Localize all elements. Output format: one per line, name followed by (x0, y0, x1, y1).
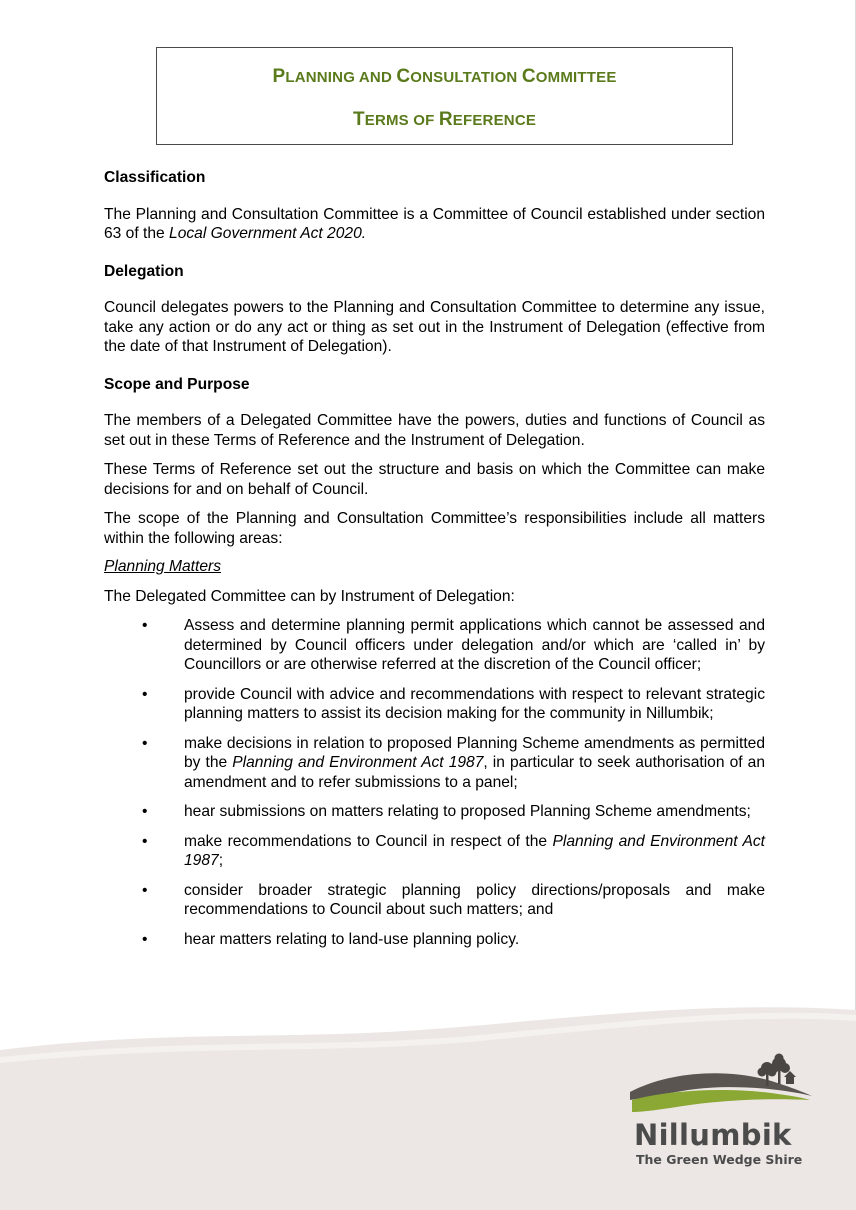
bullet-icon: • (142, 617, 148, 634)
scope-paragraph-2: These Terms of Reference set out the structure and basis on which the Committee can make decisions for and on behalf of Council. (104, 461, 765, 498)
heading-delegation: Delegation (104, 262, 184, 280)
classification-text: The Planning and Consultation Committee is a Committee of Council established under section 63 of the Local Government Act 2020. (104, 205, 765, 242)
hills-and-trees-icon (628, 1050, 818, 1120)
title-box (156, 47, 733, 145)
subheading-planning-matters: Planning Matters (104, 558, 222, 575)
bullet-icon: • (142, 685, 148, 703)
logo-tagline: The Green Wedge Shire (636, 1152, 803, 1167)
document-body (104, 168, 765, 949)
list-item: • Assess and determine planning permit applications which cannot be assessed and determined by Council officers under delegation and/or which are ‘called in’ by Councillors or are otherwise referred at the discretion of the Council officer; (142, 617, 765, 673)
delegation-text: Council delegates powers to the Planning and Consultation Committee to determine any issue, take any action or do any act or thing as set out in the Instrument of Delegation (effective from the date of that Instrument of Delegation). (104, 299, 765, 355)
heading-classification: Classification (104, 169, 206, 186)
nillumbik-logo (628, 1050, 818, 1170)
list-item: • make recommendations to Council in respect of the Planning and Environment Act 1987; (142, 832, 765, 869)
heading-scope: Scope and Purpose (104, 375, 250, 393)
list-item: • hear submissions on matters relating to proposed Planning Scheme amendments; (142, 803, 751, 820)
list-item: • provide Council with advice and recommendations with respect to relevant strategic planning matters to assist its decision making for the community in Nillumbik; (142, 685, 765, 722)
document-title: PLANNING AND CONSULTATION COMMITTEE (272, 66, 617, 87)
bullet-icon: • (142, 930, 148, 948)
scope-paragraph-1: The members of a Delegated Committee have the powers, duties and functions of Council as set out in these Terms of Reference and the Instrument of Delegation. (104, 412, 765, 449)
bullet-icon: • (142, 881, 148, 899)
logo-wordmark: Nillumbik (634, 1118, 792, 1152)
scope-paragraph-3: The scope of the Planning and Consultation Committee’s responsibilities include all matters within the following areas: (104, 510, 765, 547)
document-subtitle: TERMS OF REFERENCE (352, 109, 537, 130)
bullet-icon: • (142, 734, 148, 752)
planning-matters-list (104, 616, 765, 949)
list-item: • hear matters relating to land-use planning policy. (142, 930, 520, 948)
delegated-committee-intro: The Delegated Committee can by Instrument of Delegation: (104, 587, 515, 605)
bullet-icon: • (142, 832, 148, 850)
list-item: • make decisions in relation to proposed Planning Scheme amendments as permitted by the Planning and Environment Act 1987, in particular to seek authorisation of an amendment and to refer submissions to a panel; (142, 734, 765, 791)
list-item: • consider broader strategic planning policy directions/proposals and make recommendations to Council about such matters; and (142, 881, 765, 918)
bullet-icon: • (142, 803, 148, 820)
